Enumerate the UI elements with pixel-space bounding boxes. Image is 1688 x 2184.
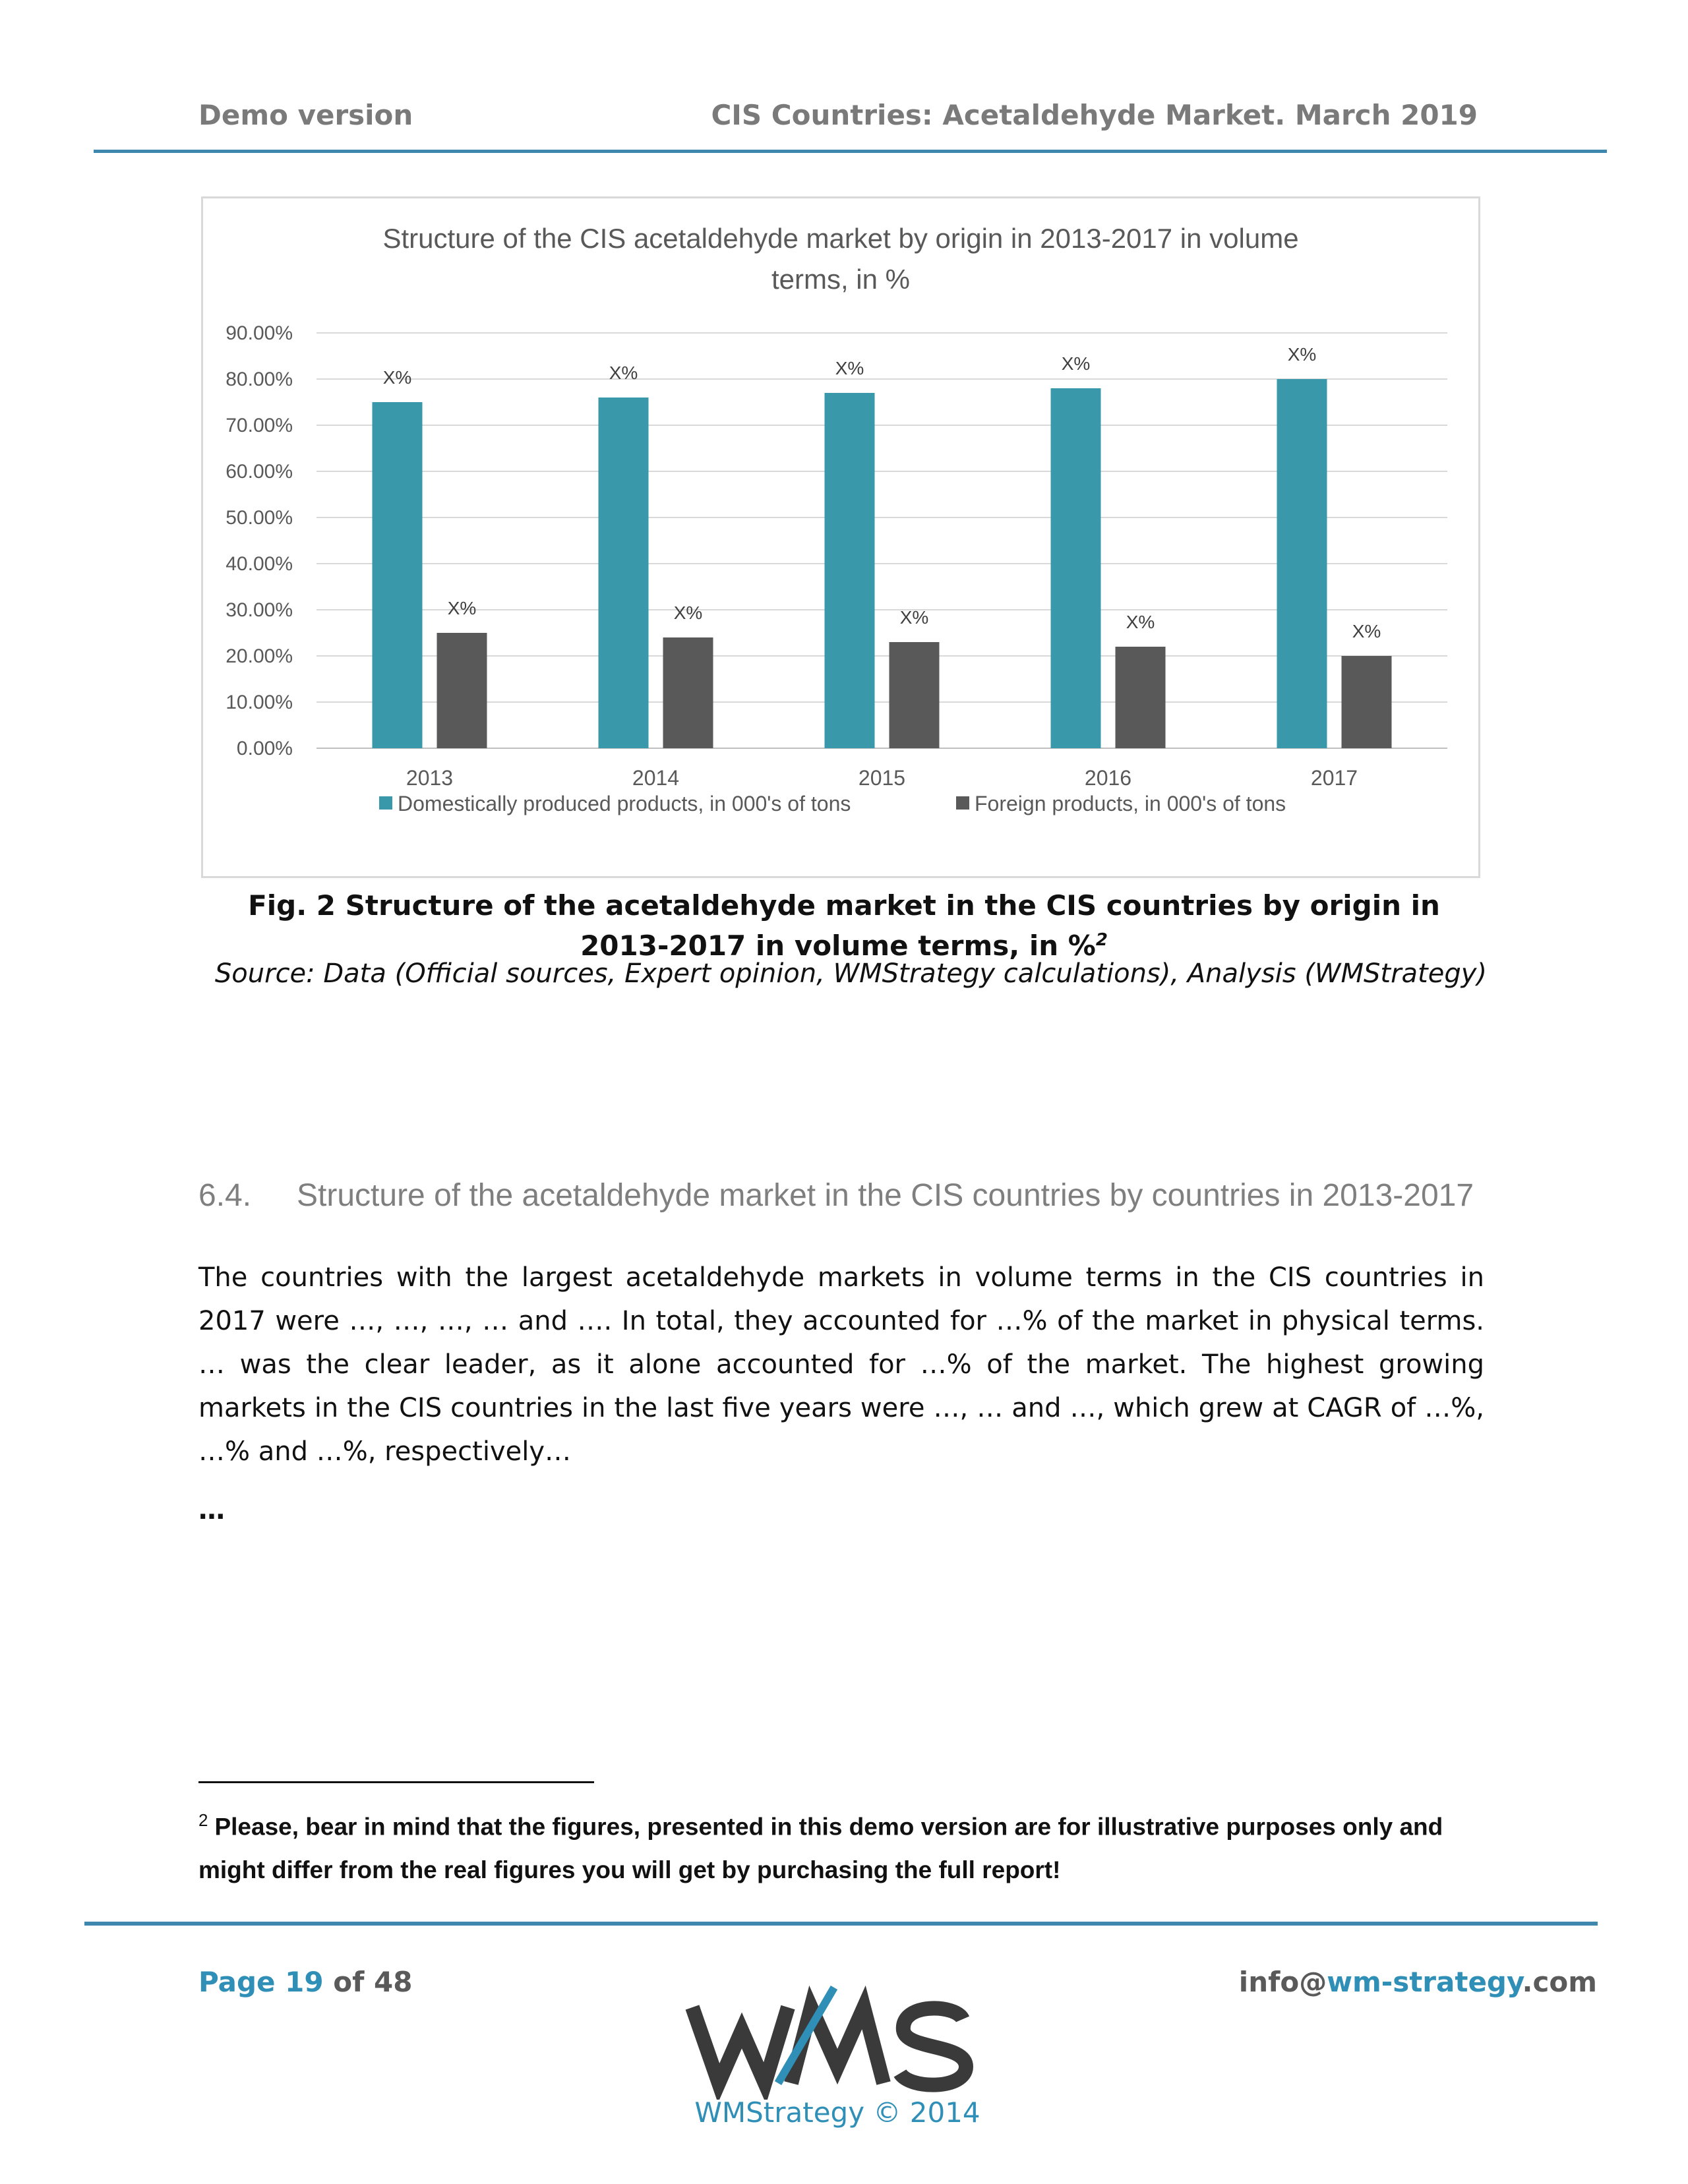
bar-foreign [1342, 656, 1392, 748]
data-label: X% [382, 367, 412, 388]
data-label: X% [1126, 612, 1155, 632]
data-label: X% [899, 607, 929, 628]
y-tick-label: 20.00% [226, 645, 293, 667]
page-indicator [198, 1966, 412, 1998]
page-number: 19 [285, 1966, 324, 1998]
data-label: X% [673, 603, 703, 623]
legend-swatch [956, 796, 969, 810]
footnote-mark: 2 [198, 1810, 208, 1830]
data-label: X% [835, 358, 864, 378]
x-tick-label: 2014 [632, 766, 680, 790]
x-tick-label: 2015 [858, 766, 906, 790]
header-divider [94, 150, 1607, 153]
y-tick-label: 90.00% [226, 322, 293, 344]
footnote-divider [198, 1781, 594, 1783]
x-tick-label: 2016 [1084, 766, 1132, 790]
bar-domestic [373, 402, 423, 748]
contact-email-link[interactable] [1239, 1966, 1597, 1998]
legend-label: Domestically produced products, in 000's of tons [398, 792, 851, 815]
y-tick-label: 40.00% [226, 553, 293, 575]
bar-domestic [1277, 379, 1327, 748]
email-domain: wm-strategy [1327, 1966, 1522, 1998]
bar-foreign [1116, 647, 1166, 748]
chart-title-line-2: terms, in % [771, 264, 911, 295]
section-number: 6.4. [198, 1178, 252, 1213]
bar-foreign [663, 637, 713, 748]
footnote-text: Please, bear in mind that the figures, presented in this demo version are for illustrative purposes only and might differ from the real figures you will get by purchasing the full report! [198, 1813, 1443, 1884]
logo-caption: WMStrategy © 2014 [694, 2096, 980, 2129]
y-tick-label: 60.00% [226, 461, 293, 483]
header-report-title: CIS Countries: Acetaldehyde Market. March 2019 [711, 99, 1478, 131]
figure-source: Source: Data (Official sources, Expert opinion, WMStrategy calculations), Analysis (WMStrategy) [214, 959, 1487, 989]
figure-footnote-mark: 2 [1095, 930, 1108, 950]
body-paragraph: The countries with the largest acetaldehyde markets in volume terms in the CIS countries in 2017 were …, …, …, … and …. In total, they accounted for …% of the market in physical terms. … was the clear leader, as it alone accounted for …% of the market. The highest growing markets in the CIS countries in the last five years were …, … and …, which grew at CAGR of …%, …% and …%, respectively… [198, 1262, 1484, 1467]
bar-domestic [599, 398, 649, 748]
bar-domestic [825, 393, 875, 748]
section-title: Structure of the acetaldehyde market in the CIS countries by countries in 2013-2017 [297, 1178, 1474, 1213]
y-tick-label: 10.00% [226, 692, 293, 713]
y-tick-label: 70.00% [226, 415, 293, 436]
page-total: of 48 [333, 1966, 413, 1998]
page-prefix: Page [198, 1966, 276, 1998]
y-tick-label: 0.00% [236, 738, 293, 759]
data-label: X% [609, 363, 638, 383]
header-demo-label: Demo version [198, 99, 413, 131]
legend-label: Foreign products, in 000's of tons [975, 792, 1286, 815]
email-suffix: .com [1522, 1966, 1597, 1998]
x-tick-label: 2013 [406, 766, 454, 790]
footer-divider [84, 1922, 1598, 1926]
bar-domestic [1051, 388, 1101, 748]
footnote [198, 1798, 1484, 1892]
x-tick-label: 2017 [1310, 766, 1358, 790]
data-label: X% [1061, 353, 1091, 374]
bar-foreign [889, 642, 940, 748]
email-prefix: info@ [1238, 1966, 1327, 1998]
data-label: X% [1352, 621, 1381, 641]
y-tick-label: 80.00% [226, 369, 293, 390]
continuation-ellipsis: … [198, 1495, 225, 1525]
bar-chart [201, 196, 1480, 878]
data-label: X% [447, 598, 477, 618]
data-label: X% [1287, 344, 1317, 365]
figure-caption [201, 889, 1487, 963]
y-tick-label: 30.00% [226, 599, 293, 621]
wms-logo [679, 1968, 1009, 2100]
figure-caption-text: Fig. 2 Structure of the acetaldehyde market in the CIS countries by origin in 2013-2017 in volume terms, in % [248, 889, 1440, 962]
chart-title-line-1: Structure of the CIS acetaldehyde market by origin in 2013-2017 in volume [382, 223, 1299, 254]
bar-foreign [437, 633, 487, 748]
legend-swatch [379, 796, 392, 810]
y-tick-label: 50.00% [226, 507, 293, 529]
